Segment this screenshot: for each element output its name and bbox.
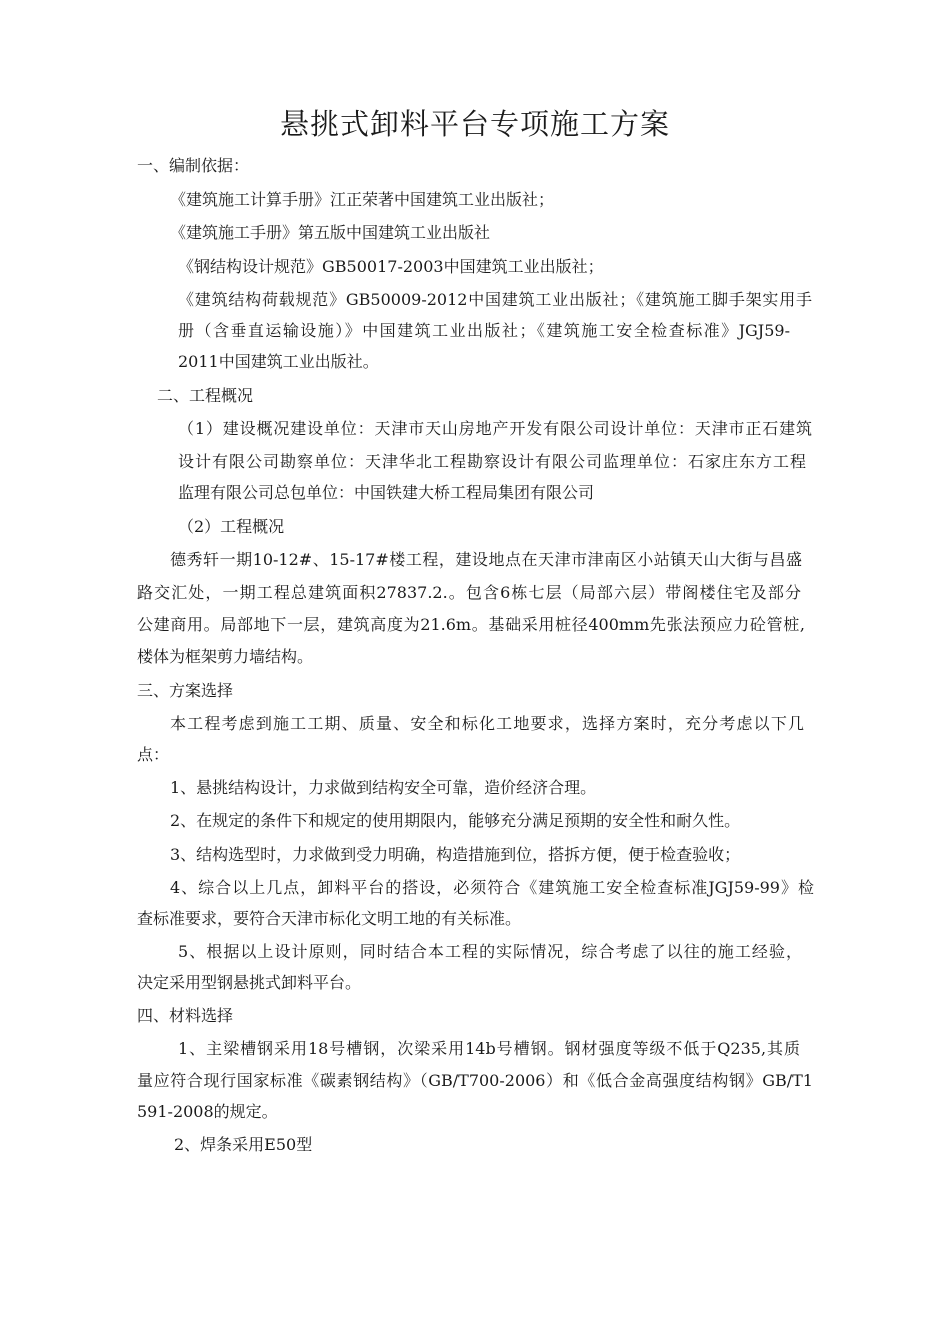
reference-line: 《建筑施工计算手册》江正荣著中国建筑工业出版社； <box>170 190 555 209</box>
reference-line: 《建筑施工手册》第五版中国建筑工业出版社 <box>170 223 491 242</box>
reference-line: 《钢结构设计规范》GB50017-2003中国建筑工业出版社； <box>178 257 604 276</box>
reference-line: 《建筑结构荷载规范》GB50009-2012中国建筑工业出版社；《建筑施工脚手架实用手 <box>178 290 812 309</box>
list-item: 2、在规定的条件下和规定的使用期限内，能够充分满足预期的安全性和耐久性。 <box>170 811 741 830</box>
paragraph-line: 德秀轩一期10-12#、15-17#楼工程，建设地点在天津市津南区小站镇天山大街与昌盛 <box>170 550 802 569</box>
list-item-continued: 决定采用型钢悬挑式卸料平台。 <box>137 973 362 992</box>
document-title: 悬挑式卸料平台专项施工方案 <box>279 107 670 141</box>
paragraph-line: 设计有限公司勘察单位：天津华北工程勘察设计有限公司监理单位：石家庄东方工程 <box>178 452 806 471</box>
paragraph-line: （1）建设概况建设单位：天津市天山房地产开发有限公司设计单位：天津市正石建筑 <box>178 419 812 438</box>
section-heading: 二、工程概况 <box>157 386 254 405</box>
section-heading: 一、编制依据： <box>137 156 250 175</box>
reference-line: 2011中国建筑工业出版社。 <box>178 352 379 371</box>
paragraph-line: 点： <box>137 745 170 764</box>
list-item: 2、焊条采用E50型 <box>174 1135 313 1154</box>
list-item-continued: 591-2008的规定。 <box>137 1102 278 1121</box>
list-item-continued: 量应符合现行国家标准《碳素钢结构》（GB/T700-2006）和《低合金高强度结构钢》GB/T1 <box>137 1071 813 1090</box>
paragraph-line: 监理有限公司总包单位：中国铁建大桥工程局集团有限公司 <box>178 483 595 502</box>
paragraph-line: 楼体为框架剪力墙结构。 <box>137 647 314 666</box>
reference-line: 册（含垂直运输设施）》中国建筑工业出版社；《建筑施工安全检查标准》JGJ59- <box>178 321 790 340</box>
list-item: 1、主梁槽钢采用18号槽钢，次梁采用14b号槽钢。钢材强度等级不低于Q235,其质 <box>178 1039 800 1058</box>
list-item: 4、综合以上几点，卸料平台的搭设，必须符合《建筑施工安全检查标准JGJ59-99》检 <box>170 878 814 897</box>
paragraph-line: 本工程考虑到施工工期、质量、安全和标化工地要求，选择方案时，充分考虑以下几 <box>170 714 804 733</box>
section-heading: 三、方案选择 <box>137 681 234 700</box>
list-item: 5、根据以上设计原则，同时结合本工程的实际情况，综合考虑了以往的施工经验， <box>178 942 802 961</box>
list-item-continued: 查标准要求，要符合天津市标化文明工地的有关标准。 <box>137 909 522 928</box>
list-item: 1、悬挑结构设计，力求做到结构安全可靠，造价经济合理。 <box>170 778 597 797</box>
subsection-heading: （2）工程概况 <box>178 517 285 536</box>
paragraph-line: 公建商用。局部地下一层，建筑高度为21.6m。基础采用桩径400mm先张法预应力砼管桩, <box>137 615 805 634</box>
section-heading: 四、材料选择 <box>137 1006 234 1025</box>
list-item: 3、结构选型时，力求做到受力明确，构造措施到位，搭拆方便，便于检查验收； <box>170 845 741 864</box>
paragraph-line: 路交汇处，一期工程总建筑面积27837.2.。包含6栋七层（局部六层）带阁楼住宅及部分 <box>137 583 801 602</box>
